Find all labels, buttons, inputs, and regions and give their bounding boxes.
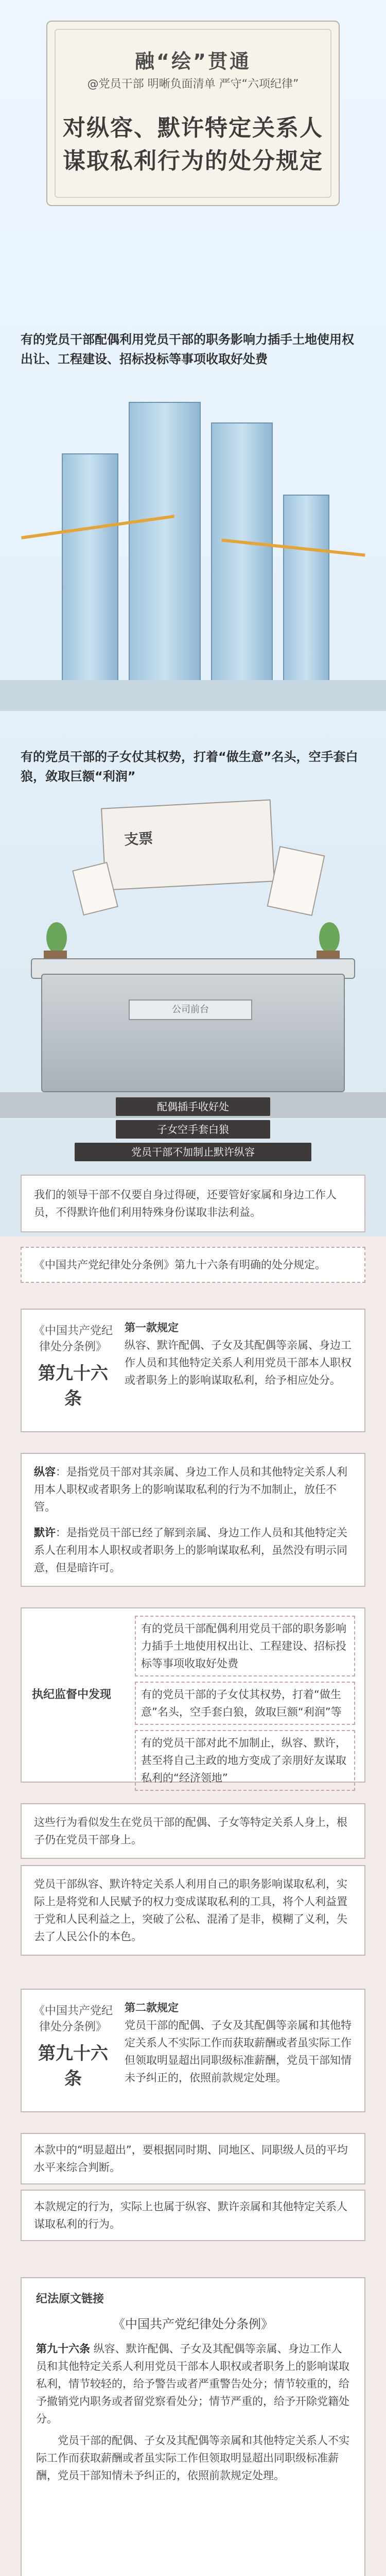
findings-tag: 执纪监督中发现 bbox=[32, 1688, 112, 1701]
rule-text bbox=[125, 1999, 354, 2087]
series-title: 融“绘”贯通 bbox=[135, 50, 251, 73]
term-text: 是指党员干部对其亲属、身边工作人员和其他特定关系人利用本人职权或者职务上的影响谋取私利的行为不加制止，放任不管。 bbox=[34, 1466, 347, 1513]
original-text-card bbox=[21, 2277, 365, 2576]
building bbox=[62, 453, 118, 711]
rule-text bbox=[125, 1319, 354, 1389]
story-text: 有的党员干部的子女仗其权势，打着“做生意”名头，空手套白狼，敛取巨额“利润” bbox=[21, 750, 358, 784]
cheque-label: 支票 bbox=[124, 829, 154, 849]
section-heading: 纪法原文链接 bbox=[36, 2293, 104, 2306]
flying-paper bbox=[267, 846, 325, 916]
desk-label: 公司前台 bbox=[129, 999, 252, 1020]
law-text: 纵容、默许配偶、子女及其配偶等亲属、身边工作人员和其他特定关系人利用党员干部本人职权或者职务上的影响谋取私利，情节较轻的，给予警告或者严重警告处分；情节较重的，给予撤销党内职务或者留党察看处分；情节严重的，给予开除党籍处分。 bbox=[36, 2343, 349, 2425]
analysis-card bbox=[21, 1865, 365, 1956]
cheque-banner bbox=[101, 799, 275, 890]
skyline-illustration bbox=[0, 392, 386, 711]
rule-book: 《中国共产党纪律处分条例》 bbox=[33, 1325, 113, 1353]
finding-item: 有的党员干部的子女仗其权势，打着“做生意”名头，空手套白狼，敛取巨额“利润”等 bbox=[135, 1682, 355, 1725]
paragraph: 本款中的“明显超出”，要根据同时期、同地区、同职级人员的平均水平来综合判断。 bbox=[34, 2144, 348, 2174]
term-label: 纵容 bbox=[34, 1466, 56, 1478]
rule-article: 第九十六条 bbox=[38, 2043, 108, 2089]
page-title-line2: 谋取私利行为的处分规定 bbox=[63, 148, 323, 174]
title-card bbox=[46, 21, 340, 206]
note-card bbox=[21, 2190, 365, 2241]
rule-clause: 第一款规定 bbox=[125, 1321, 179, 1334]
office-illustration bbox=[0, 804, 386, 1118]
definition-a: 纵容：是指党员干部对其亲属、身边工作人员和其他特定关系人利用本人职权或者职务上的影响谋取私利的行为不加制止，放任不管。 bbox=[34, 1466, 347, 1513]
summary-tag: 党员干部不加制止默许纵容 bbox=[75, 1143, 311, 1161]
building bbox=[129, 402, 201, 711]
building bbox=[211, 422, 273, 711]
rule-stamp bbox=[32, 1322, 114, 1410]
summary-tag: 子女空手套白狼 bbox=[116, 1120, 270, 1139]
rule-book: 《中国共产党纪律处分条例》 bbox=[33, 2005, 113, 2033]
summary-tags bbox=[0, 1097, 386, 1165]
paragraph: 这些行为看似发生在党员干部的配偶、子女等特定关系人身上，根子仍在党员干部身上。 bbox=[34, 1816, 347, 1846]
paragraph: 党员干部纵容、默许特定关系人利用自己的职务影响谋取私利，实际上是将党和人民赋予的权力变成谋取私利的工具，将个人利益置于党和人民利益之上，突破了公私、混淆了是非，模糊了义利，失去了人民公仆的本色。 bbox=[34, 1878, 347, 1943]
term-text: 是指党员干部已经了解到亲属、身边工作人员和其他特定关系人在利用本人职权或者职务上的影响谋取私利，虽然没有明示同意，但是暗许可。 bbox=[34, 1527, 347, 1574]
building bbox=[283, 495, 329, 711]
finding-item: 有的党员干部对此不加制止，纵容、默许，甚至将自己主政的地方变成了亲朋好友谋取私利的“经济领地” bbox=[135, 1730, 355, 1791]
rule-card-2 bbox=[21, 1989, 365, 2112]
rule-stamp bbox=[32, 2002, 114, 2090]
paragraph: 本款规定的行为，实际上也属于纵容、默许亲属和其他特定关系人谋取私利的行为。 bbox=[34, 2200, 347, 2230]
article-label: 第九十六条 bbox=[36, 2343, 90, 2355]
note-card bbox=[21, 2133, 365, 2184]
findings-card bbox=[21, 1607, 365, 1783]
rule-body: 党员干部的配偶、子女及其配偶等亲属和其他特定关系人不实际工作而获取薪酬或者虽实际工作但领取明显超出同职级标准薪酬，党员干部知情未予纠正的，依照前款规定处理。 bbox=[125, 2019, 352, 2084]
intro-text: 有的党员干部配偶利用党员干部的职务影响力插手土地使用权出让、工程建设、招标投标等事项收取好处费 bbox=[21, 332, 354, 366]
paragraph: 《中国共产党纪律处分条例》第九十六条有明确的处分规定。 bbox=[34, 1259, 326, 1271]
series-subtitle: @党员干部 明晰负面清单 严守“六项纪律” bbox=[87, 78, 299, 91]
law-paragraph bbox=[36, 2340, 350, 2428]
rule-body: 纵容、默许配偶、子女及其配偶等亲属、身边工作人员和其他特定关系人利用党员干部本人职权或者职务上的影响谋取私利，给予相应处分。 bbox=[125, 1339, 352, 1386]
findings-list bbox=[135, 1616, 355, 1791]
finding-item: 有的党员干部配偶利用党员干部的职务影响力插手土地使用权出让、工程建设、招标投标等事项收取好处费 bbox=[135, 1616, 355, 1676]
law-title: 《中国共产党纪律处分条例》 bbox=[113, 2317, 273, 2331]
ground bbox=[0, 680, 386, 711]
intro-card bbox=[21, 1175, 365, 1232]
rule-card-1 bbox=[21, 1309, 365, 1432]
definition-b: 默许：是指党员干部已经了解到亲属、身边工作人员和其他特定关系人在利用本人职权或者职务上的影响谋取私利，虽然没有明示同意，但是暗许可。 bbox=[34, 1527, 347, 1574]
analysis-card bbox=[21, 1803, 365, 1859]
rule-clause: 第二款规定 bbox=[125, 2002, 179, 2014]
law-text: 党员干部的配偶、子女及其配偶等亲属和其他特定关系人不实际工作而获取薪酬或者虽实际工作但领取明显超出同职级标准薪酬，党员干部知情未予纠正的，依照前款规定处理。 bbox=[36, 2434, 349, 2482]
rule-article: 第九十六条 bbox=[38, 1363, 108, 1409]
reference-card bbox=[21, 1247, 365, 1283]
reception-desk bbox=[41, 974, 345, 1092]
definition-card bbox=[21, 1453, 365, 1587]
term-label: 默许 bbox=[34, 1527, 56, 1539]
paragraph: 我们的领导干部不仅要自身过得硬，还要管好家属和身边工作人员，不得默许他们利用特殊身份谋取非法利益。 bbox=[34, 1189, 337, 1218]
summary-tag: 配偶插手收好处 bbox=[116, 1097, 270, 1116]
page-title-line1: 对纵容、默许特定关系人 bbox=[63, 115, 323, 141]
